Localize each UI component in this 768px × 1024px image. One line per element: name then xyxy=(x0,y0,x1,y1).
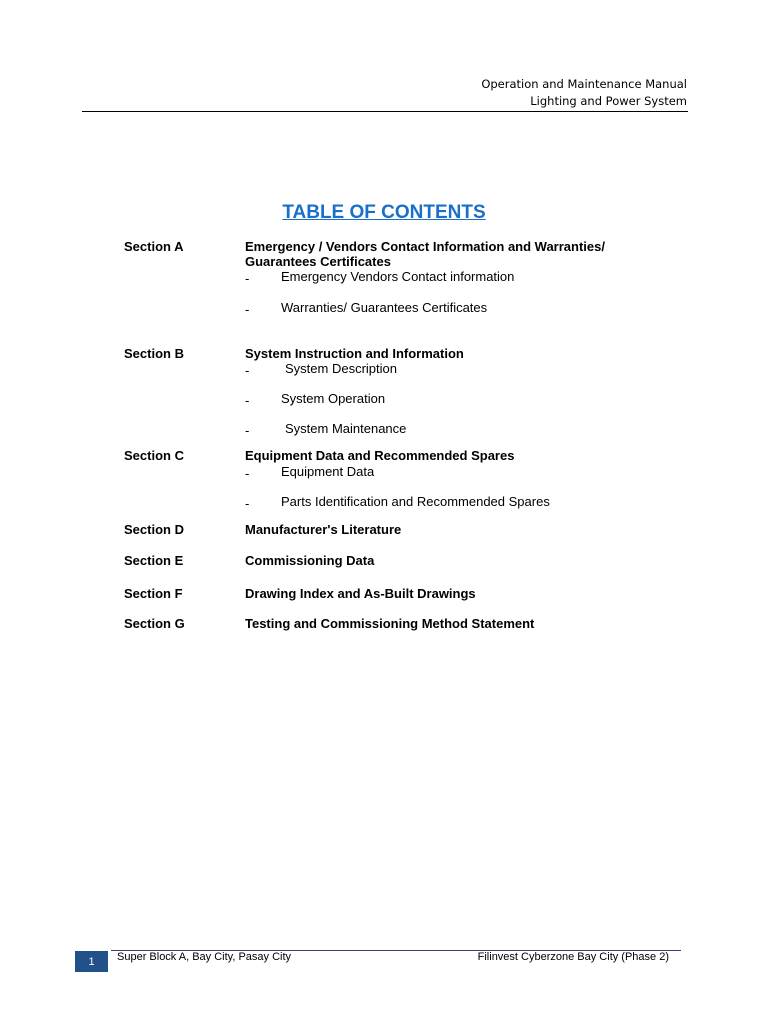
section-c-item-1-bullet: - xyxy=(245,466,250,481)
footer-location: Super Block A, Bay City, Pasay City xyxy=(117,951,292,963)
page-number: 1 xyxy=(75,951,108,972)
section-f-title: Drawing Index and As-Built Drawings xyxy=(245,586,476,601)
section-b-item-2: System Operation xyxy=(281,391,386,406)
section-a-item-1-bullet: - xyxy=(245,271,250,286)
footer-project: Filinvest Cyberzone Bay City (Phase 2) xyxy=(477,951,669,963)
section-a-item-2-bullet: - xyxy=(245,302,250,317)
section-d-label: Section D xyxy=(124,522,184,537)
section-a-title: Emergency / Vendors Contact Information and Warranties/ Guarantees Certificates xyxy=(245,239,605,269)
section-b-item-3: System Maintenance xyxy=(285,421,407,436)
section-c-item-2: Parts Identification and Recommended Spares xyxy=(281,494,550,509)
section-e-label: Section E xyxy=(124,553,184,568)
section-g-label: Section G xyxy=(124,616,185,631)
section-b-item-2-bullet: - xyxy=(245,393,250,408)
section-a-label: Section A xyxy=(124,239,184,254)
section-c-item-1: Equipment Data xyxy=(281,464,375,479)
section-g-title: Testing and Commissioning Method Statement xyxy=(245,616,535,631)
section-b-label: Section B xyxy=(124,346,184,361)
section-b-item-1-bullet: - xyxy=(245,363,250,378)
section-d-title: Manufacturer's Literature xyxy=(245,522,402,537)
section-c-item-2-bullet: - xyxy=(245,496,250,511)
section-c-label: Section C xyxy=(124,448,184,463)
section-b-item-1: System Description xyxy=(285,361,397,376)
section-b-item-3-bullet: - xyxy=(245,423,250,438)
header-system-title: Lighting and Power System xyxy=(530,94,687,108)
header-divider xyxy=(82,111,688,112)
section-a-item-1: Emergency Vendors Contact information xyxy=(281,269,515,284)
header-manual-title: Operation and Maintenance Manual xyxy=(481,77,687,91)
section-a-item-2: Warranties/ Guarantees Certificates xyxy=(281,300,488,315)
section-b-title: System Instruction and Information xyxy=(245,346,464,361)
section-e-title: Commissioning Data xyxy=(245,553,375,568)
section-c-title: Equipment Data and Recommended Spares xyxy=(245,448,515,463)
toc-title: TABLE OF CONTENTS xyxy=(282,202,486,223)
section-f-label: Section F xyxy=(124,586,183,601)
page-header xyxy=(481,76,687,110)
